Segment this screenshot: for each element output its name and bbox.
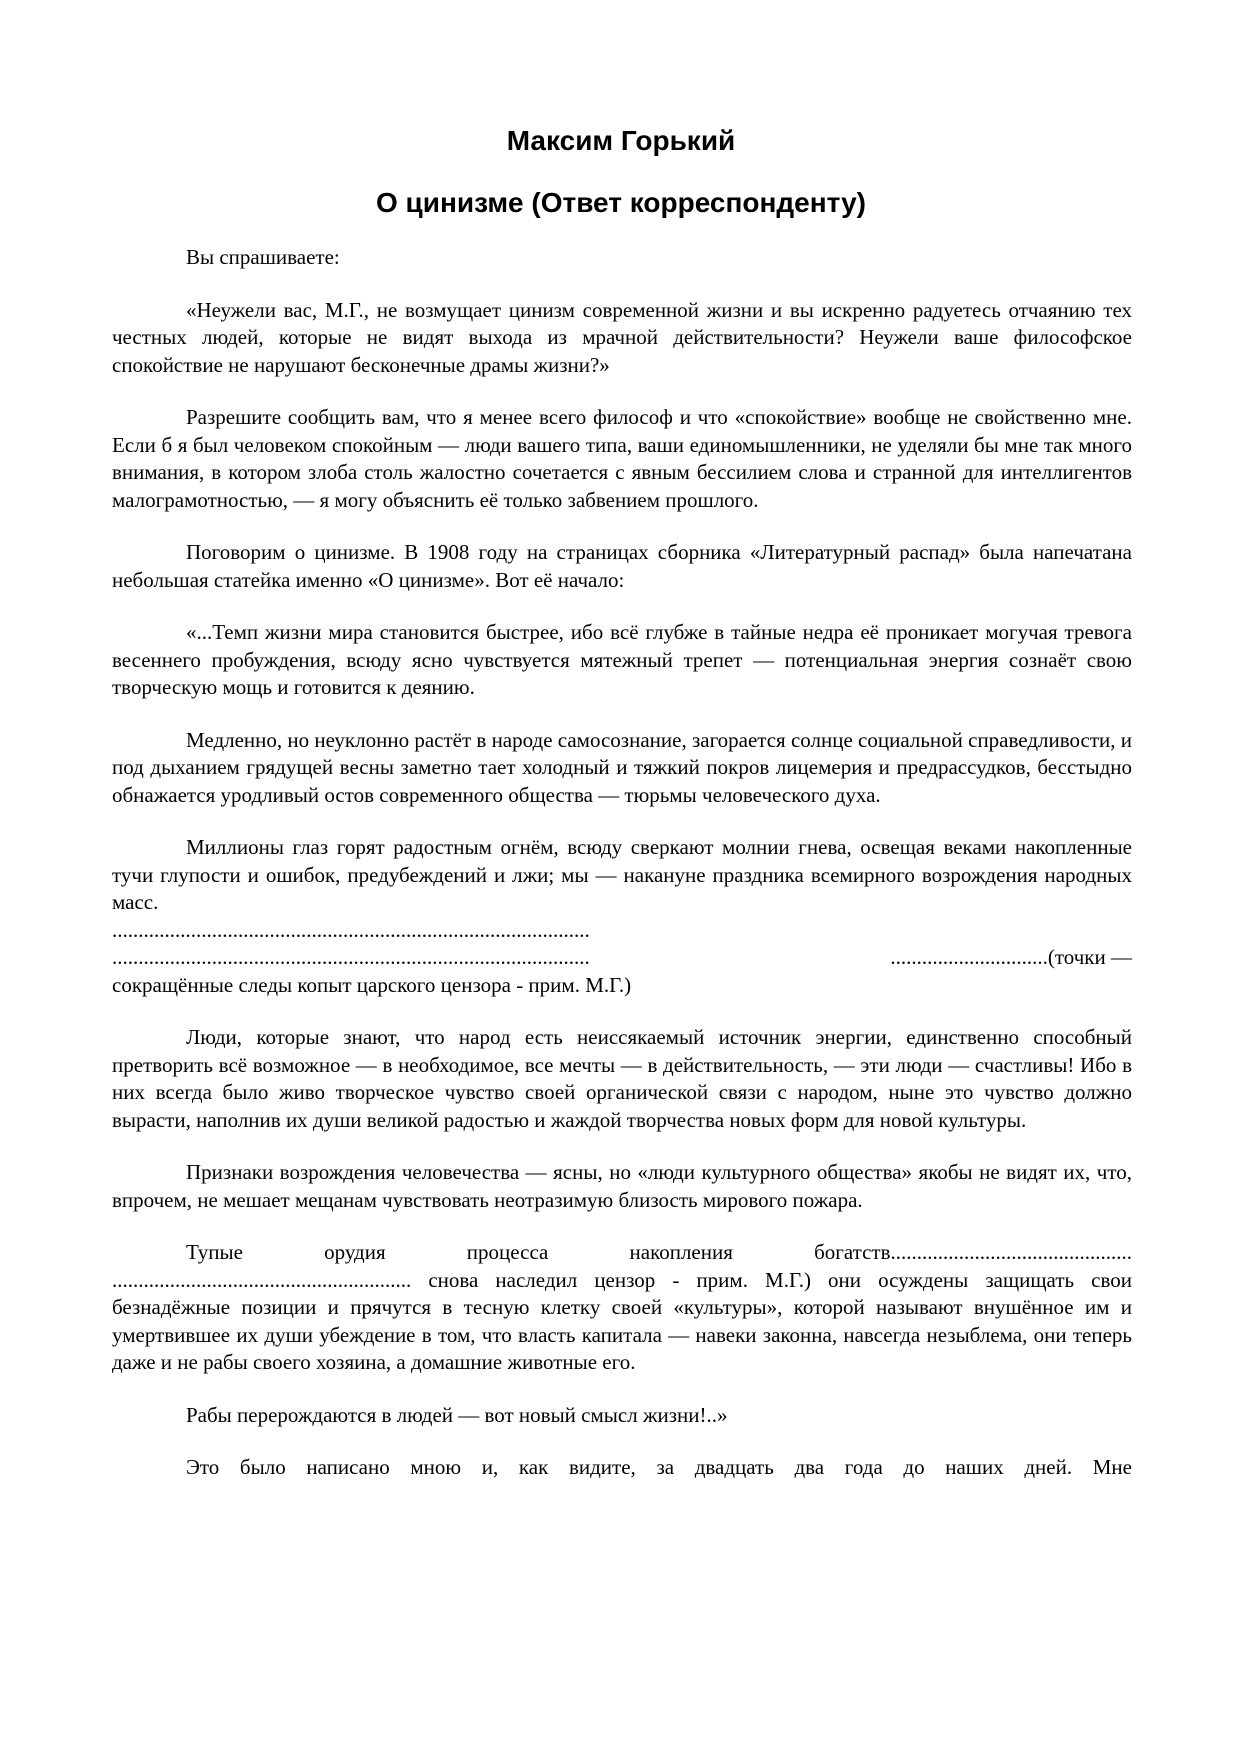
paragraph-10-first-line: Тупые орудия процесса накопления богатств..............................................	[186, 1240, 1132, 1264]
article-title: О цинизме (Ответ корреспонденту)	[376, 187, 866, 218]
paragraph-10	[112, 1239, 1132, 1377]
paragraph-4: Поговорим о цинизме. В 1908 году на страницах сборника «Литературный распад» была напечатана небольшая статейка именно «О цинизме». Вот её начало:	[112, 540, 1132, 592]
paragraph-8: Люди, которые знают, что народ есть неиссякаемый источник энергии, единственно способный претворить всё возможное — в необходимое, все мечты — в действительность, — эти люди — счастливы! Ибо в них всегда было живо творческое чувство своей органической связи с народом, ныне это чувство должно вырасти, наполнив их души великой радостью и жаждой творчества новых форм для новой культуры.	[112, 1025, 1132, 1132]
paragraph-7	[112, 834, 1132, 999]
censor-dots-line: ...........................................................................................	[112, 917, 590, 942]
paragraph-2: «Неужели вас, М.Г., не возмущает цинизм современной жизни и вы искренно радуетесь отчаянию тех честных людей, которые не видят выхода из мрачной действительности? Неужели ваше философское спокойствие не нарушают бесконечные драмы жизни?»	[112, 297, 1132, 377]
censor-dots-left: ...........................................................................................	[112, 945, 590, 969]
paragraph-12: Это было написано мною и, как видите, за двадцать два года до наших дней. Мне	[186, 1455, 1132, 1479]
paragraph-1: Вы спрашиваете:	[186, 245, 340, 269]
author-heading: Максим Горький	[506, 125, 736, 156]
censor-dots-note: ..............................(точки —	[890, 945, 1132, 969]
censor-dots-row	[112, 944, 1132, 972]
paragraph-9: Признаки возрождения человечества — ясны, но «люди культурного общества» якобы не видят их, что, впрочем, не мешает мещанам чувствовать неотразимую близость мирового пожара.	[112, 1160, 1132, 1212]
censor-note-end: сокращённые следы копыт царского цензора - прим. М.Г.)	[112, 972, 632, 997]
paragraph-5: «...Темп жизни мира становится быстрее, ибо всё глубже в тайные недра её проникает могучая тревога весеннего пробуждения, всюду ясно чувствуется мятежный трепет — потенциальная энергия сознаёт свою творческую мощь и готовится к деянию.	[112, 620, 1132, 699]
paragraph-10-rest: ......................................................... снова наследил цензор - прим. М.Г.) они осуждены защищать свои безнадёжные позиции и прячутся в тесную клетку своей «культуры», которой называют внушённое им и умертвившее их души убеждение в том, что власть капитала — навеки законна, навсегда незыблема, они теперь даже и не рабы своего хозяина, а домашние животные его.	[112, 1267, 1132, 1374]
article-body	[112, 244, 1132, 1507]
paragraph-11: Рабы перерождаются в людей — вот новый смысл жизни!..»	[186, 1402, 728, 1427]
paragraph-6: Медленно, но неуклонно растёт в народе самосознание, загорается солнце социальной справедливости, и под дыханием грядущей весны заметно тает холодный и тяжкий покров лицемерия и предрассудков, бесстыдно обнажается уродливый остов современного общества — тюрьмы человеческого духа.	[112, 727, 1133, 807]
paragraph-7-main: Миллионы глаз горят радостным огнём, всюду сверкают молнии гнева, освещая веками накопленные тучи глупости и ошибок, предубеждений и лжи; мы — накануне праздника всемирного возрождения народных масс.	[112, 835, 1132, 914]
paragraph-3: Разрешите сообщить вам, что я менее всего философ и что «спокойствие» вообще не свойственно мне. Если б я был человеком спокойным — люди вашего типа, ваши единомышленники, не уделяли бы мне так много внимания, в котором злоба столь жалостно сочетается с явным бессилием слова и странной для интеллигентов малограмотностью, — я могу объяснить её только забвением прошлого.	[112, 405, 1132, 512]
